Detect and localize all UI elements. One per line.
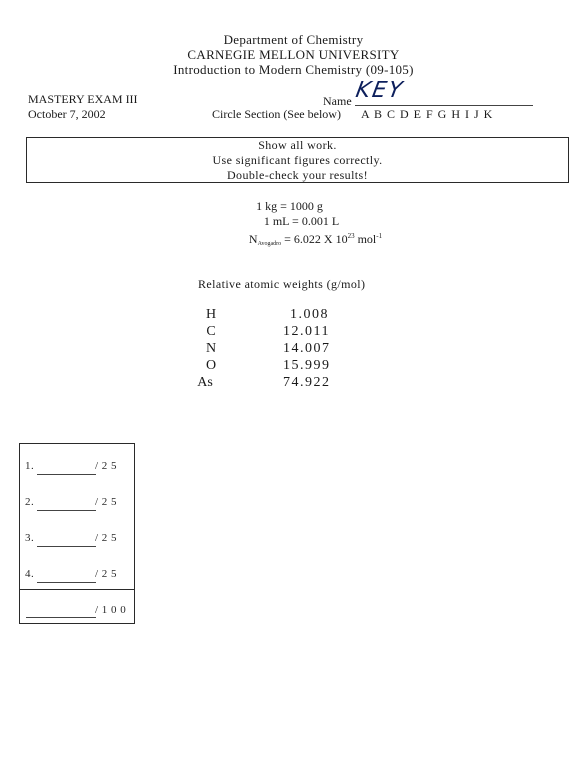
avogadro-symbol: N [248, 232, 258, 246]
instruction-line: Use significant figures correctly. [212, 153, 383, 167]
element-symbol: C [206, 324, 216, 339]
element-symbol: H [205, 307, 217, 322]
avogadro-value: = 6.022 X 10 [284, 232, 348, 246]
name-field-line[interactable] [355, 105, 533, 106]
conversion-kg: 1 kg = 1000 g [256, 199, 323, 213]
score-max: / 2 5 [95, 496, 118, 508]
conversion-avogadro [22, 229, 587, 252]
instruction-line: Show all work. [258, 138, 337, 152]
exam-date: October 7, 2002 [28, 107, 106, 121]
score-blank[interactable] [37, 510, 96, 511]
avogadro-exponent: 23 [347, 232, 355, 240]
element-symbol: O [205, 358, 217, 373]
section-letters[interactable]: A B C D E F G H I J K [361, 107, 494, 121]
element-weight: 15.999 [283, 358, 331, 373]
element-symbol: As [197, 375, 213, 390]
score-question-number: 1. [25, 460, 35, 472]
score-total-max: / 1 0 0 [95, 604, 127, 616]
score-blank[interactable] [37, 546, 96, 547]
name-handwritten-value: KEY [353, 78, 406, 103]
course-title: Introduction to Modern Chemistry (09-105) [173, 62, 414, 77]
score-total-divider [19, 589, 135, 590]
avogadro-unit: mol [354, 232, 377, 246]
score-blank[interactable] [37, 582, 96, 583]
score-box [19, 443, 135, 624]
score-question-number: 4. [25, 568, 35, 580]
avogadro-unit-exponent: -1 [376, 232, 383, 240]
instruction-line: Double-check your results! [226, 168, 369, 182]
avogadro-subscript: Avogadro [257, 241, 282, 247]
section-label: Circle Section (See below) [212, 107, 341, 121]
name-label: Name [323, 94, 352, 108]
department-title: Department of Chemistry [223, 32, 364, 47]
element-symbol: N [205, 341, 217, 356]
score-max: / 2 5 [95, 532, 118, 544]
score-max: / 2 5 [95, 568, 118, 580]
score-total-blank[interactable] [26, 617, 96, 618]
element-weight: 74.922 [283, 375, 331, 390]
exam-title: MASTERY EXAM III [28, 92, 138, 106]
atomic-weights-title: Relative atomic weights (g/mol) [198, 277, 366, 291]
element-weight: 12.011 [283, 324, 330, 339]
score-blank[interactable] [37, 474, 96, 475]
score-question-number: 2. [25, 496, 35, 508]
score-question-number: 3. [25, 532, 35, 544]
conversion-ml: 1 mL = 0.001 L [263, 214, 340, 228]
element-weight: 1.008 [290, 307, 329, 322]
score-max: / 2 5 [95, 460, 118, 472]
university-title: CARNEGIE MELLON UNIVERSITY [187, 47, 400, 62]
element-weight: 14.007 [283, 341, 331, 356]
